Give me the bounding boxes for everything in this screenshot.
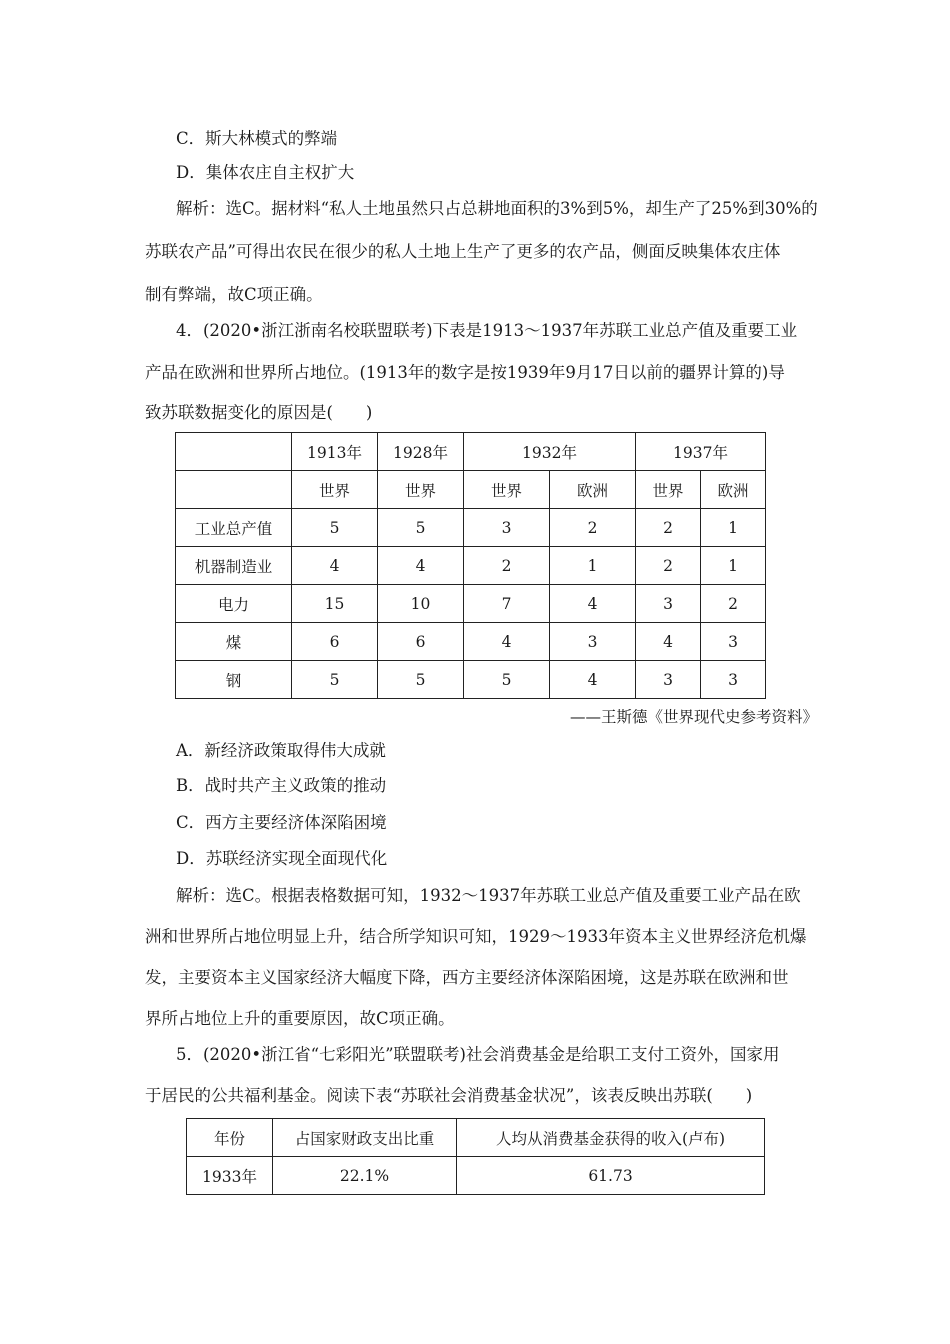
year-header: 1913年 <box>292 433 378 471</box>
row-label: 机器制造业 <box>176 547 292 585</box>
table-cell: 2 <box>550 509 636 547</box>
row-label: 煤 <box>176 623 292 661</box>
table-cell: 4 <box>378 547 464 585</box>
table-cell: 1 <box>701 547 766 585</box>
year-header: 1937年 <box>636 433 766 471</box>
q4-option-a: A．新经济政策取得伟大成就 <box>176 741 386 760</box>
table-cell: 61.73 <box>457 1157 765 1195</box>
table-cell: 3 <box>464 509 550 547</box>
region-header: 欧洲 <box>701 471 766 509</box>
table-cell: 4 <box>464 623 550 661</box>
table-cell: 1 <box>550 547 636 585</box>
region-header: 世界 <box>464 471 550 509</box>
table-cell: 3 <box>636 661 701 699</box>
year-header: 1928年 <box>378 433 464 471</box>
table-cell: 4 <box>636 623 701 661</box>
table-cell: 5 <box>378 509 464 547</box>
region-header: 欧洲 <box>550 471 636 509</box>
q3-analysis-line: 制有弊端，故C项正确。 <box>145 285 323 304</box>
table-cell: 3 <box>701 623 766 661</box>
table-cell: 5 <box>464 661 550 699</box>
q4-stem-line: 致苏联数据变化的原因是( ) <box>145 403 373 422</box>
table-row <box>187 1157 765 1195</box>
table-cell: 2 <box>464 547 550 585</box>
q4-option-b: B．战时共产主义政策的推动 <box>176 776 387 795</box>
corner-cell <box>176 471 292 509</box>
table-row <box>176 547 766 585</box>
row-label: 电力 <box>176 585 292 623</box>
row-label: 钢 <box>176 661 292 699</box>
q4-option-d: D．苏联经济实现全面现代化 <box>176 849 388 868</box>
table-cell: 10 <box>378 585 464 623</box>
table-cell: 5 <box>292 509 378 547</box>
table-cell: 2 <box>636 509 701 547</box>
region-header: 世界 <box>636 471 701 509</box>
table-header-row <box>187 1119 765 1157</box>
q3-option-c: C．斯大林模式的弊端 <box>176 129 338 148</box>
q3-analysis-line: 解析：选C。据材料“私人土地虽然只占总耕地面积的3%到5%，却生产了25%到30%的 <box>176 199 818 218</box>
region-header: 世界 <box>378 471 464 509</box>
row-label: 工业总产值 <box>176 509 292 547</box>
q4-stem-line: 4．(2020•浙江浙南名校联盟联考)下表是1913～1937年苏联工业总产值及重要工业 <box>176 321 798 340</box>
table-cell: 1 <box>701 509 766 547</box>
table-cell: 3 <box>636 585 701 623</box>
table-row <box>176 509 766 547</box>
table-cell: 5 <box>378 661 464 699</box>
q4-analysis-line: 发，主要资本主义国家经济大幅度下降，西方主要经济体深陷困境，这是苏联在欧洲和世 <box>145 968 789 987</box>
consumption-fund-table <box>186 1118 765 1195</box>
soviet-industry-table <box>175 432 766 699</box>
q5-stem-line: 于居民的公共福利基金。阅读下表“苏联社会消费基金状况”，该表反映出苏联( ) <box>145 1086 753 1105</box>
table-cell: 3 <box>550 623 636 661</box>
table-cell: 6 <box>292 623 378 661</box>
column-header: 人均从消费基金获得的收入(卢布) <box>457 1119 765 1157</box>
table-cell: 6 <box>378 623 464 661</box>
table-cell: 2 <box>636 547 701 585</box>
table-row <box>176 623 766 661</box>
table-cell: 4 <box>292 547 378 585</box>
q4-option-c: C．西方主要经济体深陷困境 <box>176 813 387 832</box>
region-header: 世界 <box>292 471 378 509</box>
table-cell: 2 <box>701 585 766 623</box>
table-header-row <box>176 433 766 471</box>
table-subheader-row <box>176 471 766 509</box>
q4-stem-line: 产品在欧洲和世界所占地位。(1913年的数字是按1939年9月17日以前的疆界计算的)导 <box>145 363 785 382</box>
table-source: ——王斯德《世界现代史参考资料》 <box>570 708 819 726</box>
column-header: 占国家财政支出比重 <box>273 1119 457 1157</box>
table-cell: 1933年 <box>187 1157 273 1195</box>
table-cell: 4 <box>550 585 636 623</box>
table-cell: 5 <box>292 661 378 699</box>
table-row <box>176 585 766 623</box>
table-cell: 3 <box>701 661 766 699</box>
q5-stem-line: 5．(2020•浙江省“七彩阳光”联盟联考)社会消费基金是给职工支付工资外，国家用 <box>176 1045 780 1064</box>
table-cell: 15 <box>292 585 378 623</box>
year-header: 1932年 <box>464 433 636 471</box>
table-cell: 7 <box>464 585 550 623</box>
q4-analysis-line: 洲和世界所占地位明显上升，结合所学知识可知，1929～1933年资本主义世界经济危机爆 <box>145 927 807 946</box>
q4-analysis-line: 界所占地位上升的重要原因，故C项正确。 <box>145 1009 455 1028</box>
corner-cell <box>176 433 292 471</box>
table-cell: 22.1% <box>273 1157 457 1195</box>
column-header: 年份 <box>187 1119 273 1157</box>
q3-option-d: D．集体农庄自主权扩大 <box>176 163 355 182</box>
q4-analysis-line: 解析：选C。根据表格数据可知，1932～1937年苏联工业总产值及重要工业产品在欧 <box>176 886 801 905</box>
table-row <box>176 661 766 699</box>
table-cell: 4 <box>550 661 636 699</box>
q3-analysis-line: 苏联农产品”可得出农民在很少的私人土地上生产了更多的农产品，侧面反映集体农庄体 <box>145 242 781 261</box>
